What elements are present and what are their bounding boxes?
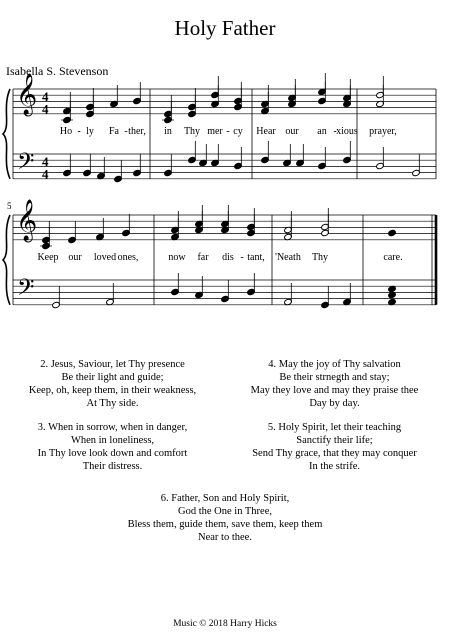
lyric-syllable: loved bbox=[93, 252, 117, 263]
verse-line: 3. When in sorrow, when in danger, bbox=[37, 422, 188, 433]
verse-line: At Thy side. bbox=[86, 398, 139, 409]
verse-2 bbox=[10, 358, 215, 410]
lyric-syllable: 'Neath bbox=[275, 252, 301, 263]
time-signature-bottom: 4 bbox=[42, 166, 49, 182]
lyric-syllable: - bbox=[124, 126, 128, 137]
treble-clef: 𝄞 bbox=[16, 74, 38, 115]
verse-line: God the One in Three, bbox=[178, 506, 272, 517]
composer-credit: Isabella S. Stevenson bbox=[6, 64, 109, 78]
lyric-syllable: ther, bbox=[128, 126, 146, 137]
verse-line: 2. Jesus, Saviour, let Thy presence bbox=[40, 359, 185, 370]
lyric-syllable: dis bbox=[222, 252, 234, 263]
verse-3 bbox=[10, 421, 215, 473]
verse-line: Near to thee. bbox=[198, 532, 252, 543]
verse-line: Sanctify their life; bbox=[296, 435, 373, 446]
verse-line: 5. Holy Spirit, let their teaching bbox=[267, 422, 402, 433]
lyric-syllable: prayer, bbox=[369, 126, 397, 137]
verse-line: Their distress. bbox=[82, 461, 143, 472]
verse-line: Day by day. bbox=[309, 398, 360, 409]
verse-line: When in loneliness, bbox=[70, 435, 155, 446]
lyric-syllable: ly bbox=[86, 126, 94, 137]
measure-number: 5 bbox=[7, 201, 12, 211]
treble-clef: 𝄞 bbox=[16, 200, 38, 241]
system-brace bbox=[3, 215, 10, 305]
lyric-syllable: Ho bbox=[59, 126, 73, 137]
lyric-syllable: mer bbox=[207, 126, 223, 137]
system-brace bbox=[3, 89, 10, 179]
lyric-syllable: our bbox=[285, 126, 299, 137]
lyric-syllable: our bbox=[68, 252, 82, 263]
lyric-syllable: ones, bbox=[117, 252, 139, 263]
lyric-syllable: cy bbox=[233, 126, 243, 137]
verse-6 bbox=[100, 492, 350, 544]
lyric-syllable: Fa bbox=[109, 126, 119, 137]
system-2 bbox=[3, 199, 436, 309]
lyric-syllable: - bbox=[77, 126, 81, 137]
lyric-syllable: an bbox=[317, 126, 327, 137]
lyric-syllable: Keep bbox=[37, 252, 59, 263]
verse-line: Keep, oh, keep them, in their weakness, bbox=[28, 385, 197, 396]
time-signature-bottom: 4 bbox=[42, 101, 49, 117]
lyric-syllable: - bbox=[226, 126, 230, 137]
verse-5 bbox=[232, 421, 437, 473]
lyric-syllable: Thy bbox=[183, 126, 201, 137]
lyric-syllable: xious bbox=[336, 126, 358, 137]
page-title: Holy Father bbox=[174, 16, 276, 40]
verse-line: May they love and may they praise thee bbox=[250, 385, 419, 396]
verse-line: Bless them, guide them, save them, keep them bbox=[127, 519, 323, 530]
verse-line: 6. Father, Son and Holy Spirit, bbox=[160, 493, 290, 504]
lyric-syllable: Hear bbox=[256, 126, 276, 137]
lyric-syllable: care. bbox=[383, 252, 403, 263]
verse-line: In Thy love look down and comfort bbox=[37, 448, 188, 459]
lyric-syllable: in bbox=[164, 126, 172, 137]
time-signature-top: 4 bbox=[42, 154, 49, 169]
verse-line: Be their strnegth and stay; bbox=[279, 372, 390, 383]
lyric-syllable: Thy bbox=[311, 252, 329, 263]
verse-line: In the strife. bbox=[308, 461, 361, 472]
bass-clef: 𝄢 bbox=[17, 149, 35, 180]
time-signature-top: 4 bbox=[42, 89, 49, 104]
lyric-syllable: - bbox=[240, 252, 244, 263]
verse-4 bbox=[232, 358, 437, 410]
verse-line: Be their light and guide; bbox=[61, 372, 164, 383]
verse-line: 4. May the joy of Thy salvation bbox=[268, 359, 401, 370]
lyric-syllable: tant, bbox=[247, 252, 265, 263]
note-head bbox=[388, 229, 397, 236]
bass-clef: 𝄢 bbox=[17, 275, 35, 306]
lyric-syllable: - bbox=[333, 126, 337, 137]
copyright-footer: Music © 2018 Harry Hicks bbox=[173, 619, 277, 629]
system-1 bbox=[3, 73, 436, 183]
verse-line: Send Thy grace, that they may conquer bbox=[252, 448, 417, 459]
lyric-syllable: far bbox=[197, 252, 209, 263]
lyric-syllable: now bbox=[168, 252, 186, 263]
